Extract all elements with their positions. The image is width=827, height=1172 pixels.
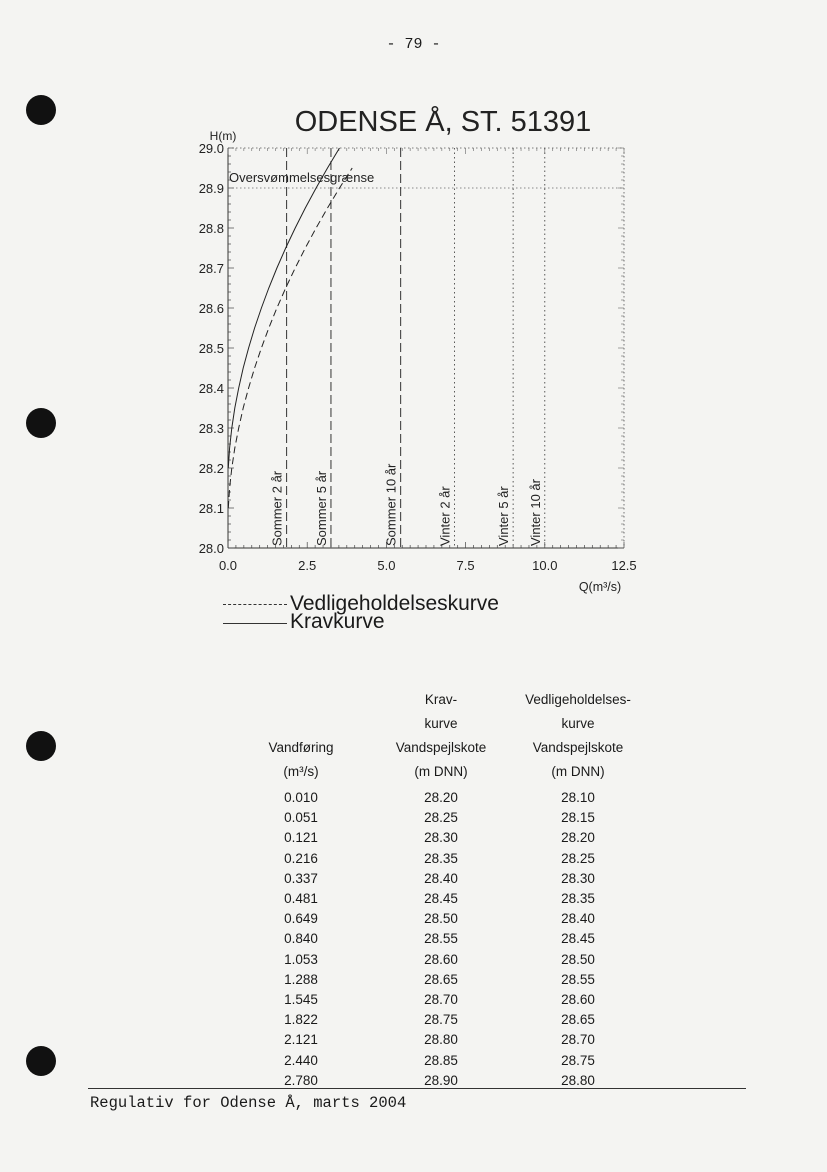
table-cell: 28.70 xyxy=(561,1032,595,1048)
table-cell: 28.80 xyxy=(561,1072,595,1088)
table-cell: 0.051 xyxy=(284,810,318,826)
reference-label-4: Vinter 5 år xyxy=(496,486,512,546)
y-tick-label: 28.2 xyxy=(198,461,224,476)
table-cell: 28.15 xyxy=(561,810,595,826)
reference-label-5: Vinter 10 år xyxy=(527,479,543,546)
reference-label-0: Sommer 2 år xyxy=(269,470,285,546)
y-tick-label: 28.4 xyxy=(198,381,224,396)
legend-label-kravkurve: Kravkurve xyxy=(290,610,385,633)
table-cell: 28.20 xyxy=(561,830,595,846)
column-vedligeholdelseskurve xyxy=(508,688,648,1091)
y-tick-label: 29.0 xyxy=(198,141,224,156)
legend-solid-swatch xyxy=(223,623,287,624)
flood-limit-label: Oversvømmelsesgrænse xyxy=(229,170,375,185)
header-line: Vedligeholdelses- xyxy=(525,692,631,707)
series-line-1 xyxy=(228,168,352,508)
table-cell: 28.35 xyxy=(561,891,595,907)
table-cell: 28.75 xyxy=(424,1012,458,1028)
table-cell: 28.30 xyxy=(561,870,595,886)
series-line-0 xyxy=(228,148,339,468)
x-axis-label: Q(m³/s) xyxy=(578,580,622,594)
table-cell: 28.40 xyxy=(424,870,458,886)
table-cell: 28.35 xyxy=(424,850,458,866)
punch-hole xyxy=(26,731,56,761)
x-tick-label: 2.5 xyxy=(298,558,317,573)
table-cell: 28.45 xyxy=(424,891,458,907)
x-tick-label: 7.5 xyxy=(456,558,475,573)
table-cell: 28.40 xyxy=(561,911,595,927)
header-line: (m DNN) xyxy=(551,764,605,779)
header-line xyxy=(246,712,356,736)
table-cell: 28.90 xyxy=(424,1072,458,1088)
table-cell: 28.30 xyxy=(424,830,458,846)
table-cell: 1.053 xyxy=(284,951,318,967)
table-cell: 0.337 xyxy=(284,870,318,886)
header-line: (m³/s) xyxy=(283,764,319,779)
table-cell: 28.65 xyxy=(561,1012,595,1028)
header-line: Vandspejlskote xyxy=(532,740,624,755)
table-cell: 28.10 xyxy=(561,790,595,805)
column-vandforing xyxy=(246,688,356,1091)
punch-hole xyxy=(26,1046,56,1076)
table-cell: 1.545 xyxy=(284,992,318,1008)
column-kravkurve xyxy=(381,688,501,1091)
table-cell: 28.55 xyxy=(561,971,595,987)
y-tick-label: 28.8 xyxy=(198,221,224,236)
table-cell: 28.60 xyxy=(424,951,458,967)
table-cell: 28.85 xyxy=(424,1052,458,1068)
reference-label-3: Vinter 2 år xyxy=(437,486,453,546)
x-tick-label: 5.0 xyxy=(377,558,396,573)
table-cell: 0.840 xyxy=(284,931,318,947)
table-cell: 28.20 xyxy=(424,790,458,805)
y-tick-label: 28.7 xyxy=(198,261,224,276)
legend-dashed-swatch xyxy=(223,604,287,605)
table-cell: 0.216 xyxy=(284,850,318,866)
y-tick-label: 28.0 xyxy=(198,541,224,556)
header-line: Krav- xyxy=(424,692,458,707)
y-tick-label: 28.5 xyxy=(198,341,224,356)
table-cell: 28.70 xyxy=(424,992,458,1008)
table-cell: 1.822 xyxy=(284,1012,318,1028)
header-line: kurve xyxy=(561,716,595,731)
table-cell: 2.780 xyxy=(284,1072,318,1088)
y-tick-label: 28.3 xyxy=(198,421,224,436)
y-tick-label: 28.9 xyxy=(198,181,224,196)
chart-title: ODENSE Å, ST. 51391 xyxy=(294,106,592,138)
x-tick-label: 10.0 xyxy=(532,558,558,573)
table-cell: 2.121 xyxy=(284,1032,318,1048)
x-tick-label: 12.5 xyxy=(611,558,637,573)
footer-text: Regulativ for Odense Å, marts 2004 xyxy=(90,1094,407,1112)
table-cell: 28.60 xyxy=(561,992,595,1008)
table-cell: 0.121 xyxy=(284,830,318,846)
y-tick-label: 28.6 xyxy=(198,301,224,316)
header-line: Vandføring xyxy=(268,740,334,755)
header-line: kurve xyxy=(424,716,458,731)
table-cell: 28.50 xyxy=(424,911,458,927)
table-cell: 0.481 xyxy=(284,891,318,907)
table-cell: 1.288 xyxy=(284,971,318,987)
table-cell: 0.649 xyxy=(284,911,318,927)
reference-label-1: Sommer 5 år xyxy=(313,470,329,546)
page-number: - 79 - xyxy=(386,36,441,53)
x-tick-label: 0.0 xyxy=(218,558,238,573)
header-line: (m DNN) xyxy=(414,764,468,779)
table-cell: 0.010 xyxy=(284,790,318,805)
table-cell: 28.75 xyxy=(561,1052,595,1068)
table-cell: 28.45 xyxy=(561,931,595,947)
legend-label-vedligeholdelseskurve: Vedligeholdelseskurve xyxy=(290,592,499,615)
table-cell: 28.25 xyxy=(424,810,458,826)
y-tick-label: 28.1 xyxy=(198,501,224,516)
table-cell: 2.440 xyxy=(284,1052,318,1068)
footer-rule xyxy=(88,1088,746,1089)
table-cell: 28.55 xyxy=(424,931,458,947)
table-cell: 28.25 xyxy=(561,850,595,866)
header-line xyxy=(246,688,356,712)
table-cell: 28.65 xyxy=(424,971,458,987)
header-line: Vandspejlskote xyxy=(395,740,487,755)
reference-label-2: Sommer 10 år xyxy=(383,463,399,546)
table-cell: 28.50 xyxy=(561,951,595,967)
y-axis-label: H(m) xyxy=(209,129,237,143)
table-cell: 28.80 xyxy=(424,1032,458,1048)
